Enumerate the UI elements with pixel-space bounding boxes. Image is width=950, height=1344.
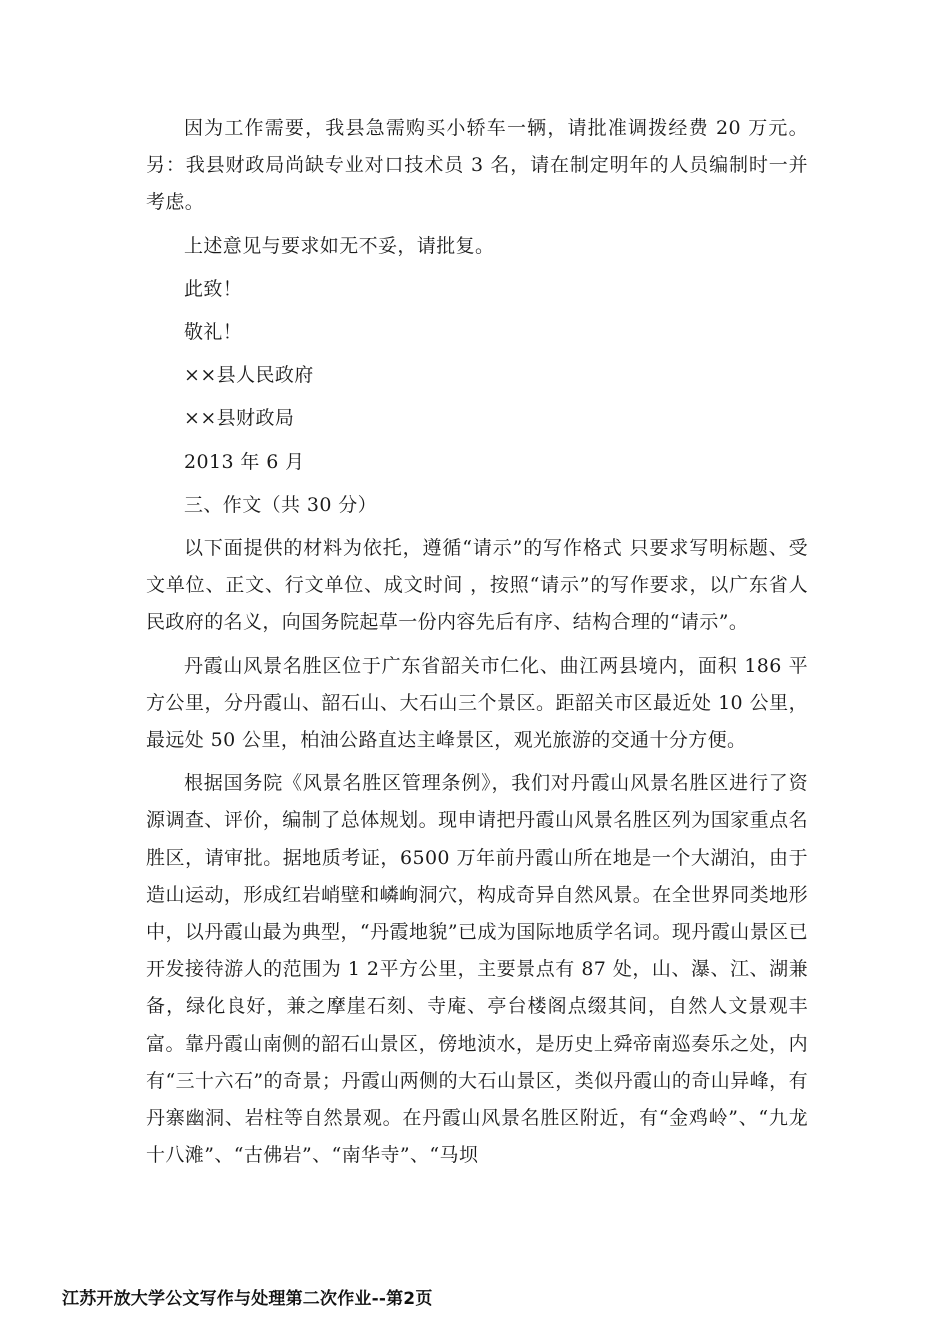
paragraph-essay-instructions: 以下面提供的材料为依托，遵循“请示”的写作格式 只要求写明标题、受文单位、正文、行文单位、成文时间 ，按照“请示”的写作要求，以广东省人民政府的名义，向国务院起草一份内容先后有序、结构合理的“请示”。 <box>146 537 808 634</box>
section-heading-essay: 三、作文（共 30 分） <box>184 493 378 516</box>
salutation-jingli: 敬礼！ <box>184 321 243 344</box>
signature-finance-bureau: ××县财政局 <box>184 407 295 430</box>
paragraph-danxia-location: 丹霞山风景名胜区位于广东省韶关市仁化、曲江两县境内，面积 186 平方公里，分丹霞山、韶石山、大石山三个景区。距韶关市区最近处 10 公里，最远处 50 公里，柏油公路直达主峰景区，观光旅游的交通十分方便。 <box>146 654 808 752</box>
document-date: 2013 年 6 月 <box>184 450 305 473</box>
salutation-cizhi: 此致！ <box>184 277 243 300</box>
document-body <box>146 110 808 1174</box>
paragraph-funding-request: 因为工作需要，我县急需购买小轿车一辆，请批准调拨经费 20 万元。另：我县财政局尚缺专业对口技术员 3 名，请在制定明年的人员编制时一并考虑。 <box>146 117 808 214</box>
page-footer: 江苏开放大学公文写作与处理第二次作业--第2页 <box>62 1289 433 1309</box>
signature-county-government: ××县人民政府 <box>184 364 314 387</box>
paragraph-closing-request: 上述意见与要求如无不妥，请批复。 <box>184 234 495 257</box>
paragraph-danxia-description: 根据国务院《风景名胜区管理条例》，我们对丹霞山风景名胜区进行了资源调查、评价，编制了总体规划。现申请把丹霞山风景名胜区列为国家重点名胜区，请审批。据地质考证，6500 万年前丹霞山所在地是一个大湖泊，由于造山运动，形成红岩峭壁和嶙峋洞穴，构成奇异自然风景。在全世界同类地形中，以丹霞山最为典型，“丹霞地貌”已成为国际地质学名词。现丹霞山景区已开发接待游人的范围为 1 2平方公里，主要景点有 87 处，山、瀑、江、湖兼备，绿化良好，兼之摩崖石刻、寺庵、亭台楼阁点缀其间，自然人文景观丰富。靠丹霞山南侧的韶石山景区，傍地浈水，是历史上舜帝南巡奏乐之处，内有“三十六石”的奇景；丹霞山两侧的大石山景区，类似丹霞山的奇山异峰，有丹寨幽洞、岩柱等自然景观。在丹霞山风景名胜区附近，有“金鸡岭”、“九龙十八滩”、“古佛岩”、“南华寺”、“马坝 <box>146 772 808 1167</box>
